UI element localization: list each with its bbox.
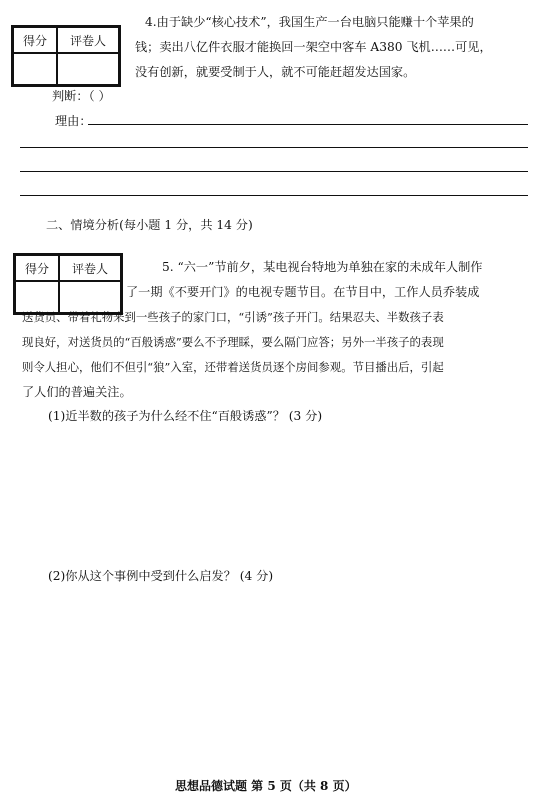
q5-line-5: 则令人担心，他们不但引“狼”入室，还带着送货员逐个房间参观。节目播出后，引起 bbox=[22, 360, 444, 374]
q5-line-6: 了人们的普遍关注。 bbox=[22, 385, 132, 399]
answer-area-1[interactable] bbox=[22, 432, 532, 552]
reason-label: 理由： bbox=[55, 114, 92, 128]
answer-line[interactable] bbox=[20, 147, 528, 148]
q5-line-2: 了一期《不要开门》的电视专题节目。在节目中，工作人员乔装成 bbox=[126, 285, 480, 299]
q5-line-4: 现良好，对送货员的“百般诱惑”要么不予理睬，要么隔门应答；另外一半孩子的表现 bbox=[22, 335, 444, 349]
grader-label: 评卷人 bbox=[57, 27, 119, 53]
q5-line-3: 送货员、带着礼物来到一些孩子的家门口，“引诱”孩子开门。结果忍夫、半数孩子表 bbox=[22, 310, 444, 324]
q4-line-1: 4.由于缺少“核心技术”，我国生产一台电脑只能赚十个苹果的 bbox=[145, 15, 474, 29]
q5-line-1: 5. “六一”节前夕，某电视台特地为单独在家的未成年人制作 bbox=[162, 260, 483, 274]
score-table-1 bbox=[11, 25, 121, 87]
grader-cell[interactable] bbox=[57, 53, 119, 85]
page-footer: 思想品德试题 第 5 页（共 8 页） bbox=[175, 779, 357, 793]
score-cell[interactable] bbox=[13, 53, 57, 85]
q4-line-2: 钱；卖出八亿件衣服才能换回一架空中客车 A380 飞机……可见， bbox=[135, 40, 492, 54]
q5-sub-question-2: (2)你从这个事例中受到什么启发？ (4 分) bbox=[48, 569, 274, 583]
q4-line-3: 没有创新，就要受制于人，就不可能赶超发达国家。 bbox=[135, 65, 416, 79]
judge-label: 判断：（ ） bbox=[52, 89, 111, 103]
section-heading: 二、情境分析(每小题 1 分，共 14 分) bbox=[46, 218, 253, 232]
score-label: 得分 bbox=[15, 255, 59, 281]
answer-line[interactable] bbox=[20, 195, 528, 196]
q5-sub-question-1: (1)近半数的孩子为什么经不住“百般诱惑”？ (3 分) bbox=[48, 409, 323, 423]
answer-area-2[interactable] bbox=[22, 592, 532, 762]
score-label: 得分 bbox=[13, 27, 57, 53]
answer-line[interactable] bbox=[88, 124, 528, 125]
grader-label: 评卷人 bbox=[59, 255, 121, 281]
answer-line[interactable] bbox=[20, 171, 528, 172]
